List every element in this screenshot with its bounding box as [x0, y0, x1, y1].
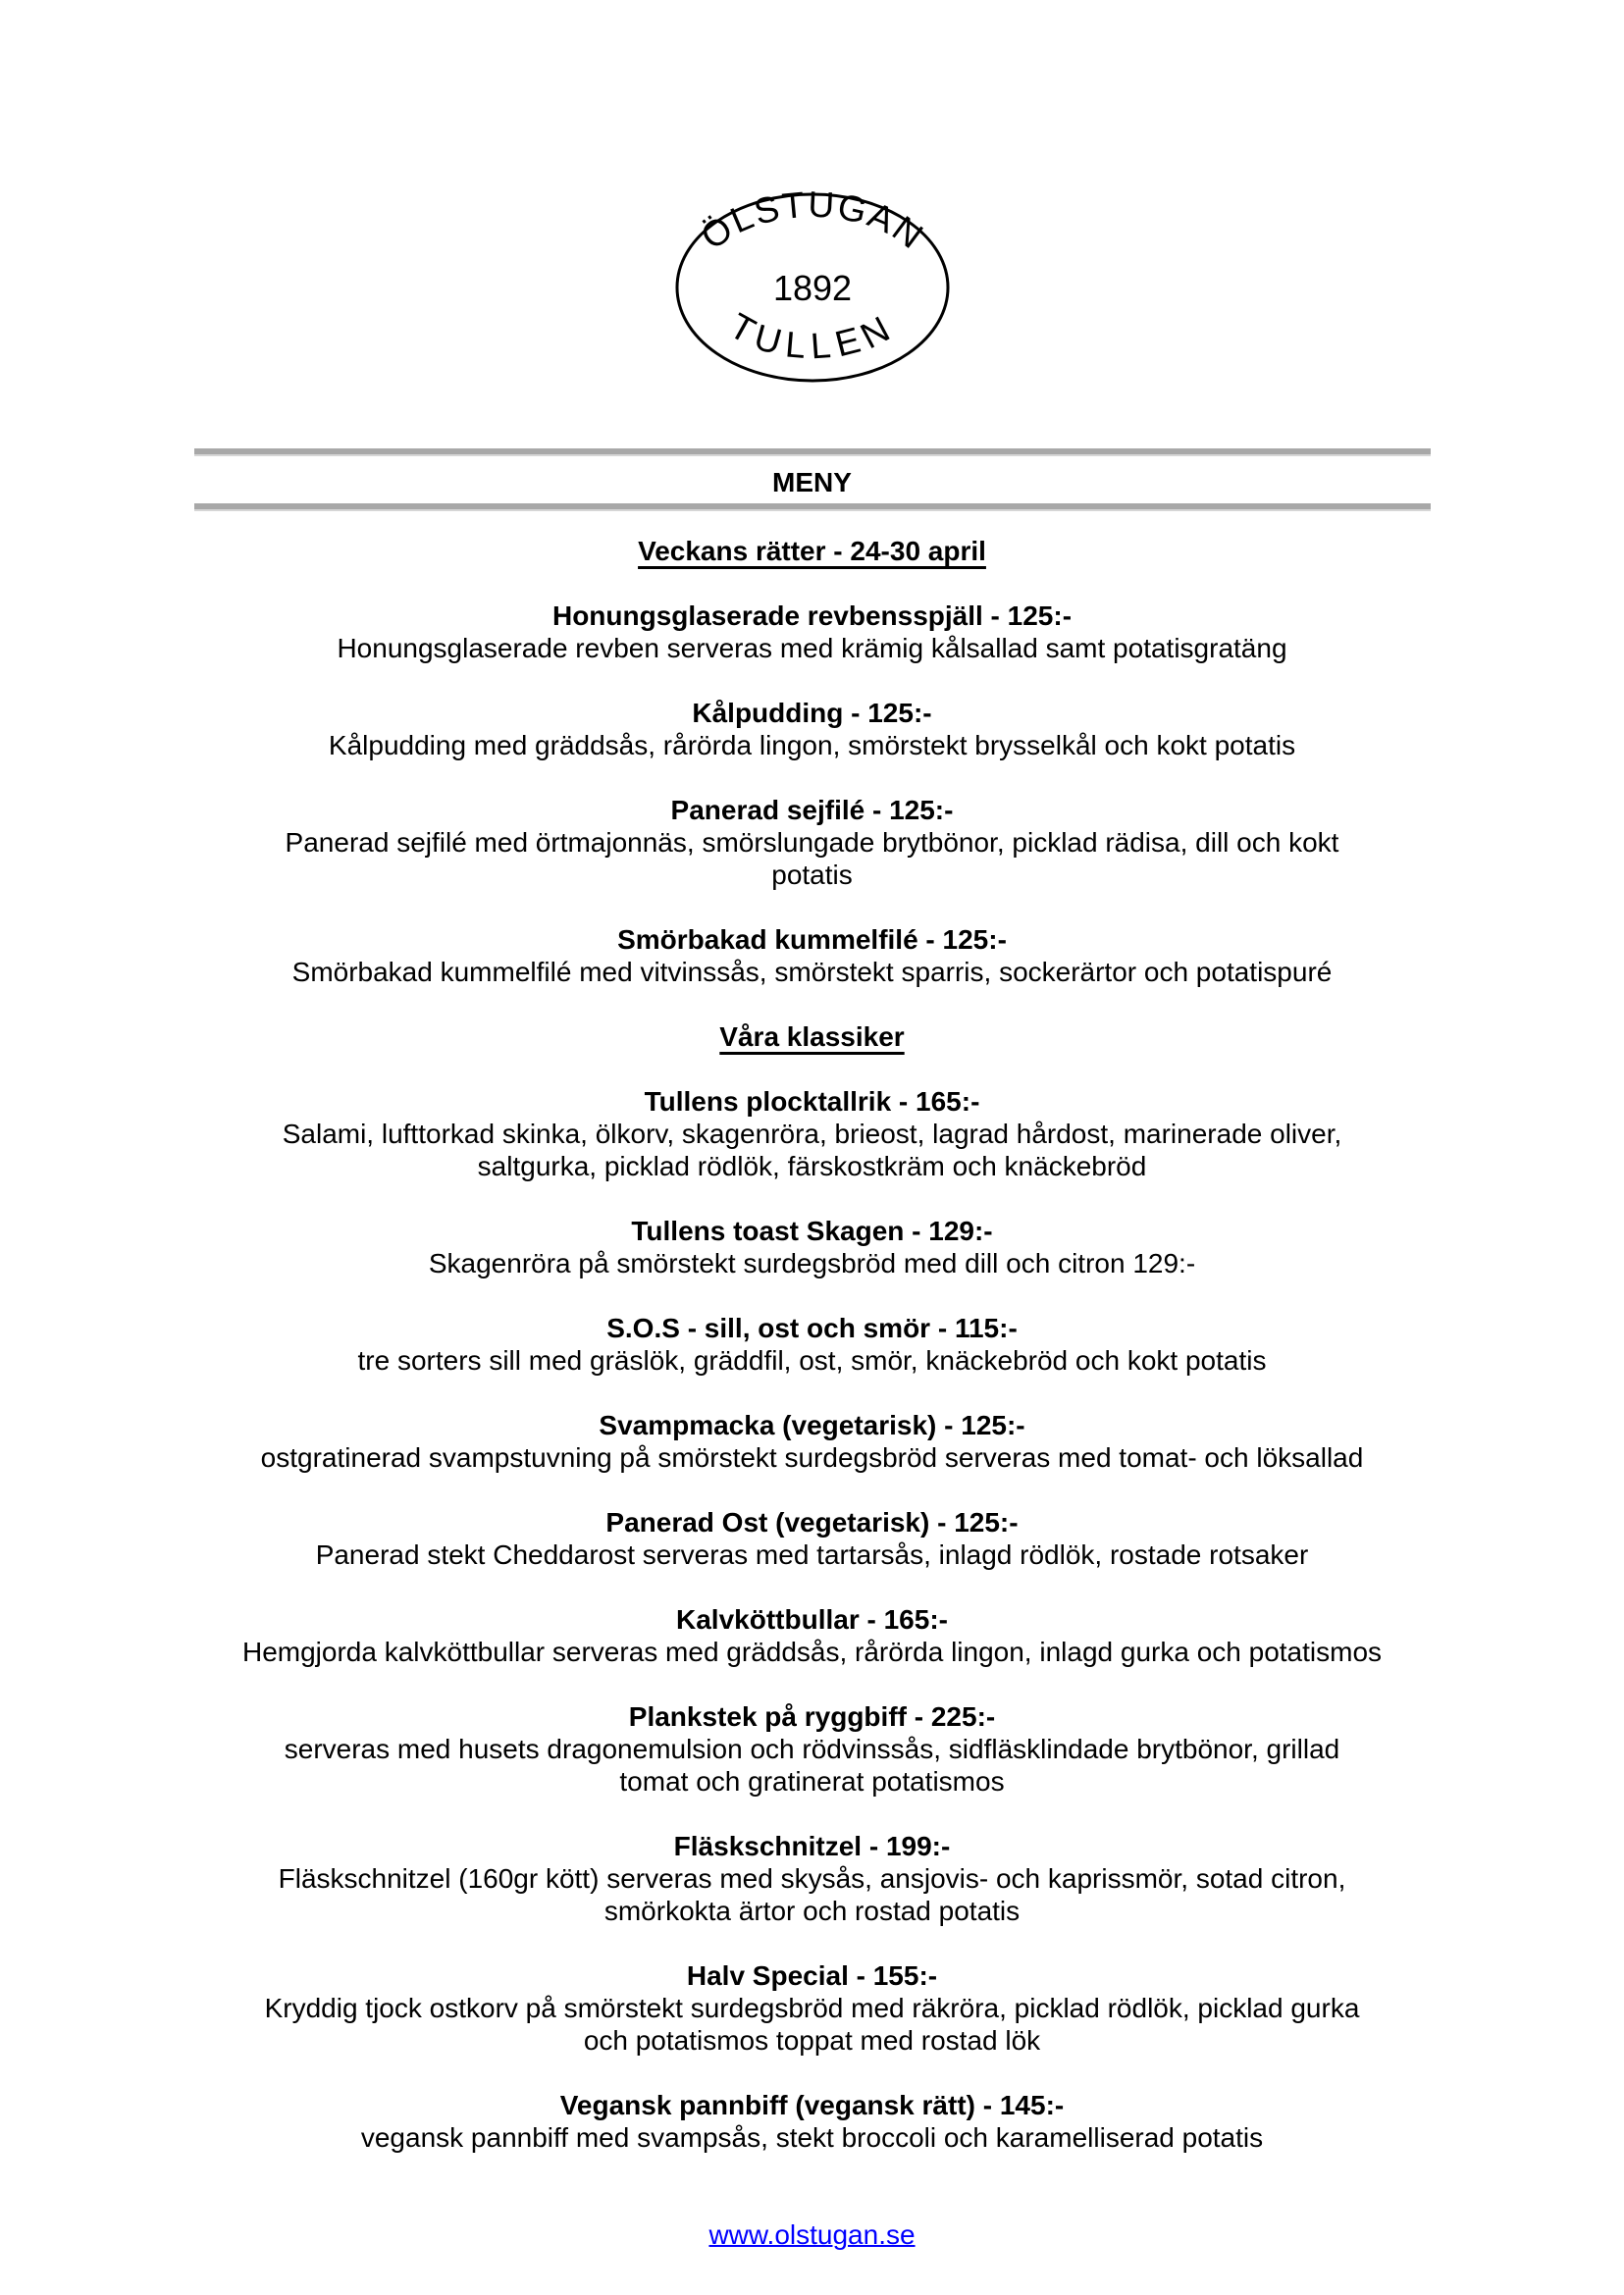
menu-item-description-line: saltgurka, picklad rödlök, färskostkräm och knäckebröd [477, 1151, 1147, 1181]
logo-arc-top-text: ÖLSTUGAN [693, 189, 931, 258]
menu-item-description-line: Panerad sejfilé med örtmajonnäs, smörslungade brytbönor, picklad rädisa, dill och kokt [285, 827, 1339, 858]
menu-item-description-line: och potatismos toppat med rostad lök [583, 2025, 1041, 2056]
horizontal-rule-top [194, 448, 1431, 456]
menu-item-title: S.O.S - sill, ost och smör - 115:- [606, 1313, 1018, 1343]
menu-item [194, 1085, 1431, 1182]
menu-item-title: Tullens plocktallrik - 165:- [644, 1086, 980, 1117]
menu-item-description-line: Honungsglaserade revben serveras med krämig kålsallad samt potatisgratäng [337, 633, 1287, 663]
menu-item [194, 1312, 1431, 1377]
menu-item-title: Kålpudding - 125:- [692, 698, 932, 728]
menu-item-title: Plankstek på ryggbiff - 225:- [628, 1701, 996, 1732]
menu-document [194, 0, 1431, 2251]
menu-item-description-line: ostgratinerad svampstuvning på smörstekt surdegsbröd serveras med tomat- och löksallad [260, 1442, 1364, 1473]
menu-sections [194, 535, 1431, 2154]
menu-item [194, 1506, 1431, 1571]
menu-item [194, 1830, 1431, 1927]
menu-item-title: Tullens toast Skagen - 129:- [631, 1216, 993, 1246]
menu-item-title: Kalvköttbullar - 165:- [676, 1604, 948, 1635]
menu-item [194, 923, 1431, 988]
menu-item-title: Honungsglaserade revbensspjäll - 125:- [551, 600, 1073, 631]
menu-item [194, 1215, 1431, 1279]
menu-item [194, 697, 1431, 761]
olstugan-tullen-stamp-logo [670, 189, 955, 386]
menu-item-description-line: serveras med husets dragonemulsion och rödvinssås, sidfläsklindade brytbönor, grillad [284, 1734, 1340, 1764]
section-heading: Veckans rätter - 24-30 april [638, 536, 986, 566]
menu-item-description-line: Kålpudding med gräddsås, rårörda lingon, smörstekt brysselkål och kokt potatis [328, 730, 1296, 760]
menu-title: MENY [772, 467, 852, 497]
menu-item-title: Fläskschnitzel - 199:- [673, 1831, 951, 1861]
menu-item-description-line: Skagenröra på smörstekt surdegsbröd med dill och citron 129:- [428, 1248, 1196, 1278]
menu-item [194, 794, 1431, 891]
menu-item-title: Svampmacka (vegetarisk) - 125:- [599, 1410, 1025, 1440]
menu-item-description-line: Salami, lufttorkad skinka, ölkorv, skagenröra, brieost, lagrad hårdost, marinerade oliver, [282, 1119, 1342, 1149]
section-heading: Våra klassiker [719, 1021, 905, 1052]
menu-item [194, 1959, 1431, 2057]
horizontal-rule-bottom [194, 503, 1431, 511]
menu-item-description-line: Kryddig tjock ostkorv på smörstekt surdegsbröd med räkröra, picklad rödlök, picklad gurka [264, 1993, 1360, 2023]
menu-item-title: Panerad sejfilé - 125:- [670, 795, 954, 825]
menu-item [194, 1700, 1431, 1798]
logo-arc-bottom-text: TULLEN [722, 305, 902, 367]
menu-item-title: Panerad Ost (vegetarisk) - 125:- [605, 1507, 1019, 1538]
menu-item-description-line: Fläskschnitzel (160gr kött) serveras med skysås, ansjovis- och kaprissmör, sotad citron, [278, 1863, 1346, 1894]
menu-item [194, 2089, 1431, 2154]
menu-item-description-line: potatis [771, 860, 853, 890]
menu-item-description-line: Panerad stekt Cheddarost serveras med tartarsås, inlagd rödlök, rostade rotsaker [315, 1539, 1309, 1570]
logo-container [194, 0, 1431, 392]
menu-item [194, 600, 1431, 664]
menu-item [194, 1603, 1431, 1668]
menu-item-description-line: Hemgjorda kalvköttbullar serveras med gräddsås, rårörda lingon, inlagd gurka och potatismos [241, 1637, 1383, 1667]
menu-item-description-line: vegansk pannbiff med svampsås, stekt broccoli och karamelliserad potatis [360, 2122, 1264, 2153]
website-link[interactable]: www.olstugan.se [708, 2219, 916, 2250]
menu-item-description-line: Smörbakad kummelfilé med vitvinssås, smörstekt sparris, sockerärtor och potatispuré [291, 957, 1333, 987]
menu-item [194, 1409, 1431, 1474]
menu-item-title: Vegansk pannbiff (vegansk rätt) - 145:- [559, 2090, 1065, 2120]
menu-item-description-line: tomat och gratinerat potatismos [619, 1766, 1005, 1797]
menu-item-title: Smörbakad kummelfilé - 125:- [617, 924, 1007, 955]
footer [194, 2218, 1431, 2251]
menu-item-description-line: tre sorters sill med gräslök, gräddfil, ost, smör, knäckebröd och kokt potatis [357, 1345, 1267, 1376]
menu-item-title: Halv Special - 155:- [686, 1960, 938, 1991]
logo-year-text: 1892 [772, 268, 852, 308]
menu-item-description-line: smörkokta ärtor och rostad potatis [603, 1896, 1021, 1926]
